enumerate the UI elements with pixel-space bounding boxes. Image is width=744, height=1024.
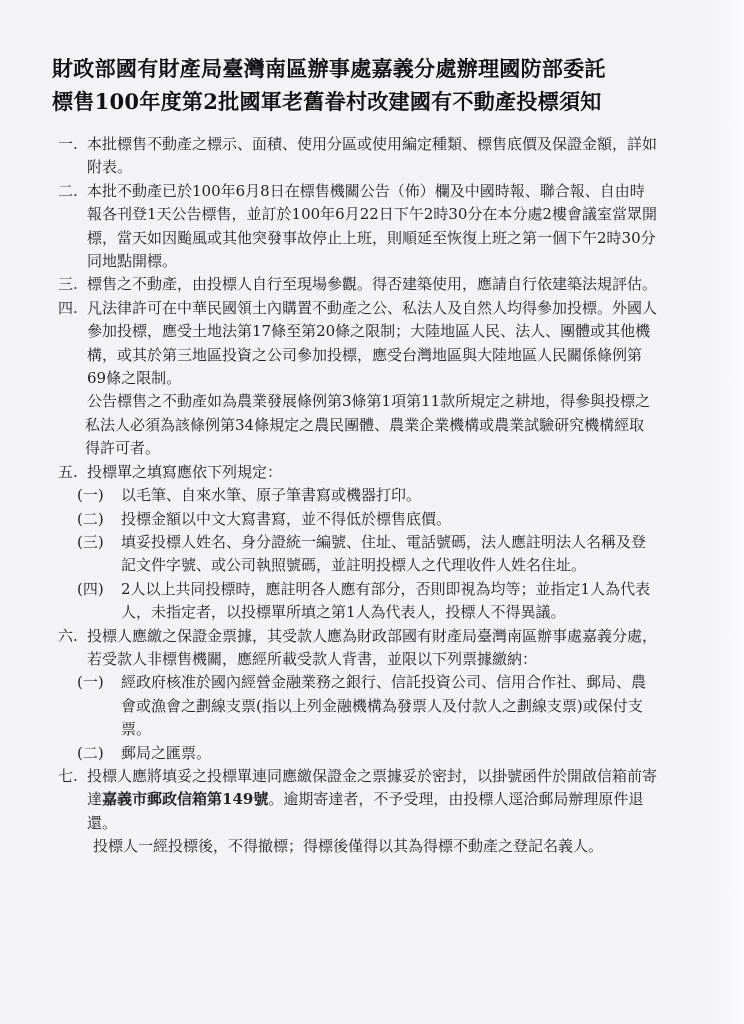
clause-5 (58, 461, 658, 484)
clause-text: 投標單之填寫應依下列規定： (87, 462, 283, 481)
clause-1 (58, 133, 658, 180)
sub-text: 投標金額以中文大寫書寫，並不得低於標售底價。 (121, 509, 452, 528)
clause-5-sub-3 (58, 531, 658, 578)
clause-7 (58, 765, 658, 835)
clause-number: 七. (58, 766, 78, 785)
sub-number: (三) (77, 532, 104, 551)
clause-6-sub-1 (58, 671, 658, 741)
sub-text: 填妥投標人姓名、身分證統一編號、住址、電話號碼，法人應註明法人名稱及登記文件字號、或公司執照號碼，並註明投標人之代理收件人姓名住址。 (121, 532, 647, 575)
document-title (52, 52, 692, 118)
clause-6 (58, 625, 658, 672)
clause-2 (58, 180, 658, 274)
clause-number: 六. (58, 626, 78, 645)
sub-number: (一) (77, 673, 104, 692)
clause-number: 一. (58, 135, 78, 153)
clause-number: 二. (58, 181, 78, 200)
sub-text: 以毛筆、自來水筆、原子筆書寫或機器打印。 (121, 486, 422, 505)
po-box-address: 嘉義市郵政信箱第149號 (102, 790, 269, 809)
clause-number: 三. (58, 275, 78, 294)
title-line-2: 標售100年度第2批國軍老舊眷村改建國有不動產投標須知 (52, 89, 602, 114)
clause-5-sub-4 (58, 578, 658, 625)
sub-text: 2人以上共同投標時，應註明各人應有部分，否則即視為均等；並指定1人為代表人，未指定者，以投標單所填之第1人為代表人，投標人不得異議。 (121, 579, 651, 622)
clause-4-paragraph (58, 390, 658, 460)
clause-text: 本批標售不動產之標示、面積、使用分區或使用編定種類、標售底價及保證金額，詳如附表。 (87, 135, 658, 177)
title-line-1: 財政部國有財產局臺灣南區辦事處嘉義分處辦理國防部委託 (52, 56, 606, 81)
sub-number: (二) (77, 743, 104, 762)
clause-text: 投標人應繳之保證金票據，其受款人應為財政部國有財產局臺灣南區辦事處嘉義分處，若受款人非標售機關，應經所載受款人背書，並限以下列票據繳納： (87, 626, 658, 668)
clause-6-sub-2 (58, 742, 658, 765)
sub-text: 經政府核准於國內經營金融業務之銀行、信託投資公司、信用合作社、郵局、農會或漁會之劃線支票(指以上列金融機構為發票人及付款人之劃線支票)或保付支票。 (121, 673, 647, 739)
clause-4 (58, 297, 658, 391)
sub-text: 郵局之匯票。 (121, 743, 212, 762)
clause-text: 投標人一經投標後，不得撤標；得標後僅得以其為得標不動產之登記名義人。 (93, 837, 604, 856)
clause-5-sub-1 (58, 484, 658, 507)
clause-7-paragraph (58, 835, 658, 858)
sub-number: (四) (77, 579, 104, 598)
clause-text: 公告標售之不動產如為農業發展條例第3條第1項第11款所規定之耕地，得參與投標之私法人必須為該條例第34條規定之農民團體、農業企業機構或農業試驗研究機構經取得許可者。 (85, 392, 651, 458)
sub-number: (一) (77, 486, 104, 505)
clause-number: 五. (58, 462, 78, 481)
page-edge (718, 0, 744, 1024)
clause-text: 標售之不動產，由投標人自行至現場參觀。得否建築使用，應請自行依建築法規評估。 (87, 275, 658, 294)
clause-number: 四. (58, 298, 78, 317)
clause-5-sub-2 (58, 508, 658, 531)
document-body (58, 133, 658, 859)
clause-text: 。逾期寄達者，不予受理，由投標人逕洽郵局辦理原件退還。 (87, 790, 644, 832)
clause-3 (58, 273, 658, 296)
clause-text: 凡法律許可在中華民國領土內購置不動產之公、私法人及自然人均得參加投標。外國人參加投標，應受土地法第17條至第20條之限制；大陸地區人民、法人、團體或其他機構，或其於第三地區投資之公司參加投標，應受台灣地區與大陸地區人民關係條例第69條之限制。 (87, 298, 658, 388)
sub-number: (二) (77, 509, 104, 528)
clause-text: 投標人應將填妥之投標單連同應繳保證金之票據妥於密封，以掛號函件於開啟信箱前寄達 (87, 766, 658, 809)
clause-text: 本批不動產已於100年6月8日在標售機關公告（佈）欄及中國時報、聯合報、自由時報各刊登1天公告標售，並訂於100年6月22日下午2時30分在本分處2樓會議室當眾開標，當天如因颱風或其他突發事故停止上班，則順延至恢復上班之第一個下午2時30分同地點開標。 (87, 181, 657, 271)
